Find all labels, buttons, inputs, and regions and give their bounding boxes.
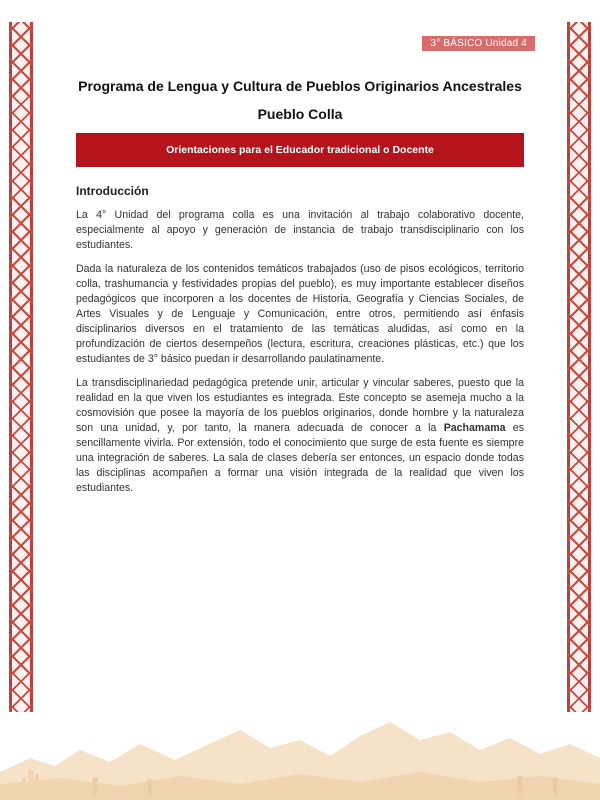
paragraph-3-text-start: La transdisciplinariedad pedagógica pretende unir, articular y vincular saberes, puesto que la realidad en la que viven los estudiantes es integrada. Este concepto se asemeja mucho a la cosmovisión que posee la mayoría de los pueblos originarios, donde hombre y la naturaleza son una unidad, y, por tanto, la manera adecuada de conocer a la	[76, 377, 524, 434]
landscape-illustration	[0, 700, 600, 800]
paragraph-3	[76, 376, 524, 496]
section-heading: Introducción	[76, 184, 149, 198]
paragraph-1: La 4° Unidad del programa colla es una invitación al trabajo colaborativo docente, especialmente al apoyo y generación de instancia de trabajo transdisciplinario con los estudiantes.	[76, 209, 524, 251]
section-banner: Orientaciones para el Educador tradicional o Docente	[76, 133, 524, 167]
page-title: Programa de Lengua y Cultura de Pueblos Originarios Ancestrales	[78, 78, 522, 94]
page-subtitle: Pueblo Colla	[257, 106, 343, 122]
decorative-border-right	[567, 22, 591, 712]
decorative-border-left	[9, 22, 33, 712]
paragraph-2: Dada la naturaleza de los contenidos temáticos trabajados (uso de pisos ecológicos, territorio colla, trashumancia y festividades propias del pueblo), es muy importante establecer diseños pedagógicos que incorporen a los docentes de Historia, Geografía y Ciencias Sociales, de Artes Visuales y de Lenguaje y Comunicación, entre otros, permitiendo así énfasis disciplinarios diversos en el tratamiento de las temáticas aludidas, así como en la profundización de ciertos desempeños (lectura, escritura, creaciones plásticas, etc.) que los estudiantes de 3° básico puedan ir desarrollando paulatinamente.	[76, 263, 524, 365]
paragraph-3-text-end: es sencillamente vivirla. Por extensión, todo el conocimiento que surge de esta fuente es siempre una integración de saberes. La sala de clases debería ser entonces, un espacio donde todas las disciplinas acompañen a formar una visión integrada de la realidad que viven los estudiantes.	[76, 422, 524, 494]
body-text	[76, 208, 524, 505]
unit-tag: 3° BÁSICO Unidad 4	[422, 36, 535, 51]
pachamama-term: Pachamama	[443, 422, 506, 434]
